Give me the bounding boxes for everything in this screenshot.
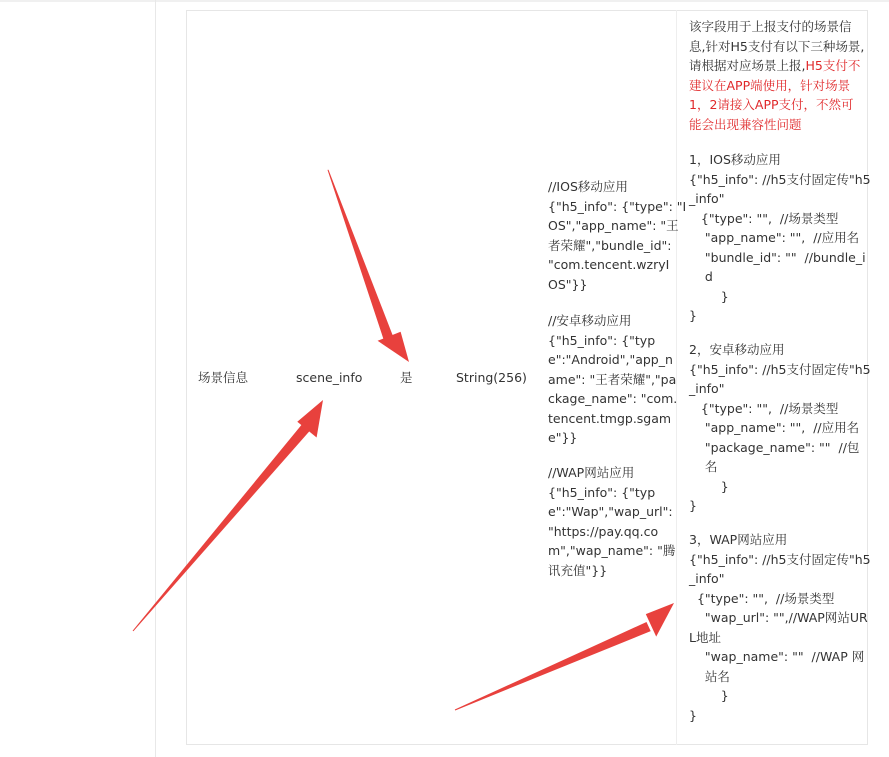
text-line: 3，WAP网站应用 (689, 532, 788, 547)
param-type-cell: String(256) (456, 370, 527, 385)
text-line: "https://pay.qq.co (548, 523, 659, 539)
warning-line: 建议在APP端使用，针对场景 (689, 77, 851, 93)
text-line: "app_name": "", //应用名 (689, 420, 860, 435)
text-line: OS"}} (548, 276, 588, 292)
text-line: "app_name": "", //应用名 (689, 230, 860, 245)
text-line: 1，IOS移动应用 (689, 152, 781, 167)
text-line: "bundle_id": "" //bundle_i (689, 249, 866, 265)
intro-line: 请根据对应场景上报,H5支付不 (689, 58, 861, 73)
example-android (548, 311, 677, 448)
text-line: 者荣耀","bundle_id": (548, 237, 672, 253)
intro-line: 息,针对H5支付有以下三种场景, (689, 38, 865, 54)
text-line: _info" (689, 191, 725, 206)
page-left-divider (155, 0, 156, 757)
text-line: ckage_name": "com. (548, 391, 678, 406)
param-required-cell: 是 (400, 370, 413, 385)
text-line: } (689, 498, 697, 513)
text-line: } (689, 707, 697, 723)
text-line: {"type": "", //场景类型 (689, 400, 839, 416)
text-line: } (689, 308, 697, 323)
warning-line: 1，2请接入APP支付，不然可 (689, 97, 854, 112)
description-wap (689, 530, 871, 725)
text-line: OS","app_name": "王 (548, 218, 679, 233)
warning-text: H5支付不 (805, 58, 861, 73)
text-line: e":"Android","app_n (548, 352, 673, 367)
text-line: } (689, 688, 729, 703)
text-line: "wap_url": "",//WAP网站UR (689, 610, 868, 625)
text-line: "wap_name": "" //WAP 网 (689, 649, 865, 664)
text-line: {"h5_info": {"typ (548, 332, 656, 348)
text-line: e":"Wap","wap_url": (548, 504, 673, 519)
text-line: m","wap_name": "腾 (548, 543, 676, 558)
description-intro (689, 17, 864, 134)
description-android (689, 340, 871, 516)
text-line: {"h5_info": //h5支付固定传"h5 (689, 551, 871, 567)
text-line: {"type": "", //场景类型 (689, 210, 839, 226)
text-line: //IOS移动应用 (548, 179, 628, 194)
text-line: 名 (689, 459, 718, 474)
intro-line: 该字段用于上报支付的场景信 (689, 19, 852, 34)
text-line: {"type": "", //场景类型 (689, 590, 835, 606)
text-line: //WAP网站应用 (548, 465, 635, 480)
text-line: tencent.tmgp.sgam (548, 410, 672, 426)
param-name-cell: 场景信息 (198, 370, 249, 385)
text-line: {"h5_info": {"type": "I (548, 198, 687, 214)
text-line: ame": "王者荣耀","pa (548, 371, 677, 387)
text-line: e"}} (548, 430, 578, 445)
text-line: //安卓移动应用 (548, 313, 632, 328)
top-divider (0, 0, 889, 2)
text-line: L地址 (689, 629, 721, 645)
text-line: "com.tencent.wzryI (548, 257, 670, 272)
description-ios (689, 150, 871, 326)
text-line: } (689, 478, 729, 494)
text-line: {"h5_info": {"typ (548, 484, 656, 500)
text-line: {"h5_info": //h5支付固定传"h5 (689, 361, 871, 377)
example-ios (548, 177, 686, 294)
text-line: "package_name": "" //包 (689, 439, 860, 455)
text-line: } (689, 288, 729, 304)
text-line: 站名 (689, 668, 730, 684)
text-line: _info" (689, 571, 725, 586)
text-line: _info" (689, 381, 725, 396)
param-field-cell: scene_info (296, 370, 363, 385)
text-line: {"h5_info": //h5支付固定传"h5 (689, 171, 871, 187)
text-line: 讯充值"}} (548, 562, 608, 578)
warning-line: 能会出现兼容性问题 (689, 116, 802, 132)
text-line: 2，安卓移动应用 (689, 342, 785, 357)
example-wap (548, 463, 675, 580)
text-line: d (689, 269, 713, 284)
